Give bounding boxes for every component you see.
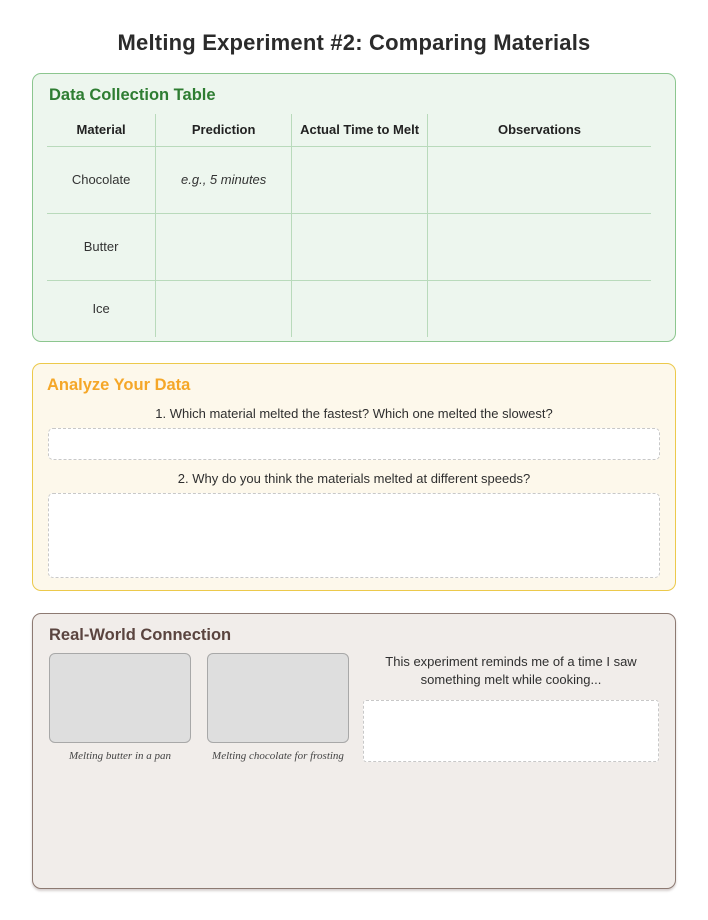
chocolate-image-placeholder xyxy=(207,653,349,743)
real-world-response-column xyxy=(363,653,659,762)
prediction-cell[interactable]: e.g., 5 minutes xyxy=(156,146,292,213)
observations-cell[interactable] xyxy=(428,213,652,280)
column-header-observations: Observations xyxy=(428,114,652,146)
actual-time-cell[interactable] xyxy=(292,280,428,337)
table-row xyxy=(47,280,651,337)
real-world-section xyxy=(32,613,676,889)
question-1-label: 1. Which material melted the fastest? Which one melted the slowest? xyxy=(155,406,553,421)
chocolate-image-caption: Melting chocolate for frosting xyxy=(212,750,344,762)
question-2-label: 2. Why do you think the materials melted at different speeds? xyxy=(177,471,531,486)
material-label: Chocolate xyxy=(47,146,156,213)
material-label: Butter xyxy=(47,213,156,280)
material-label: Ice xyxy=(47,280,156,337)
observations-cell[interactable] xyxy=(428,146,652,213)
table-row xyxy=(47,213,651,280)
data-collection-table xyxy=(47,114,651,337)
analyze-section xyxy=(32,363,676,591)
question-1-answer-box[interactable] xyxy=(48,428,660,460)
table-header-row xyxy=(47,114,651,146)
real-world-images xyxy=(49,653,349,762)
column-header-prediction: Prediction xyxy=(156,114,292,146)
real-world-answer-box[interactable] xyxy=(363,700,659,762)
real-world-content xyxy=(49,653,659,762)
butter-image-placeholder xyxy=(49,653,191,743)
image-figure-butter xyxy=(49,653,191,762)
data-collection-section xyxy=(32,73,676,342)
column-header-actual-time: Actual Time to Melt xyxy=(292,114,428,146)
data-collection-heading: Data Collection Table xyxy=(49,86,216,104)
observations-cell[interactable] xyxy=(428,280,652,337)
question-2-answer-box[interactable] xyxy=(48,493,660,578)
analyze-heading: Analyze Your Data xyxy=(47,376,191,394)
prediction-cell[interactable] xyxy=(156,213,292,280)
actual-time-cell[interactable] xyxy=(292,213,428,280)
prediction-cell[interactable] xyxy=(156,280,292,337)
butter-image-caption: Melting butter in a pan xyxy=(68,750,172,762)
real-world-heading: Real-World Connection xyxy=(49,626,232,644)
image-figure-chocolate xyxy=(207,653,349,762)
table-row xyxy=(47,146,651,213)
real-world-prompt: This experiment reminds me of a time I saw something melt while cooking... xyxy=(385,654,637,687)
column-header-material: Material xyxy=(76,122,126,138)
page-title: Melting Experiment #2: Comparing Materials xyxy=(117,30,591,55)
actual-time-cell[interactable] xyxy=(292,146,428,213)
